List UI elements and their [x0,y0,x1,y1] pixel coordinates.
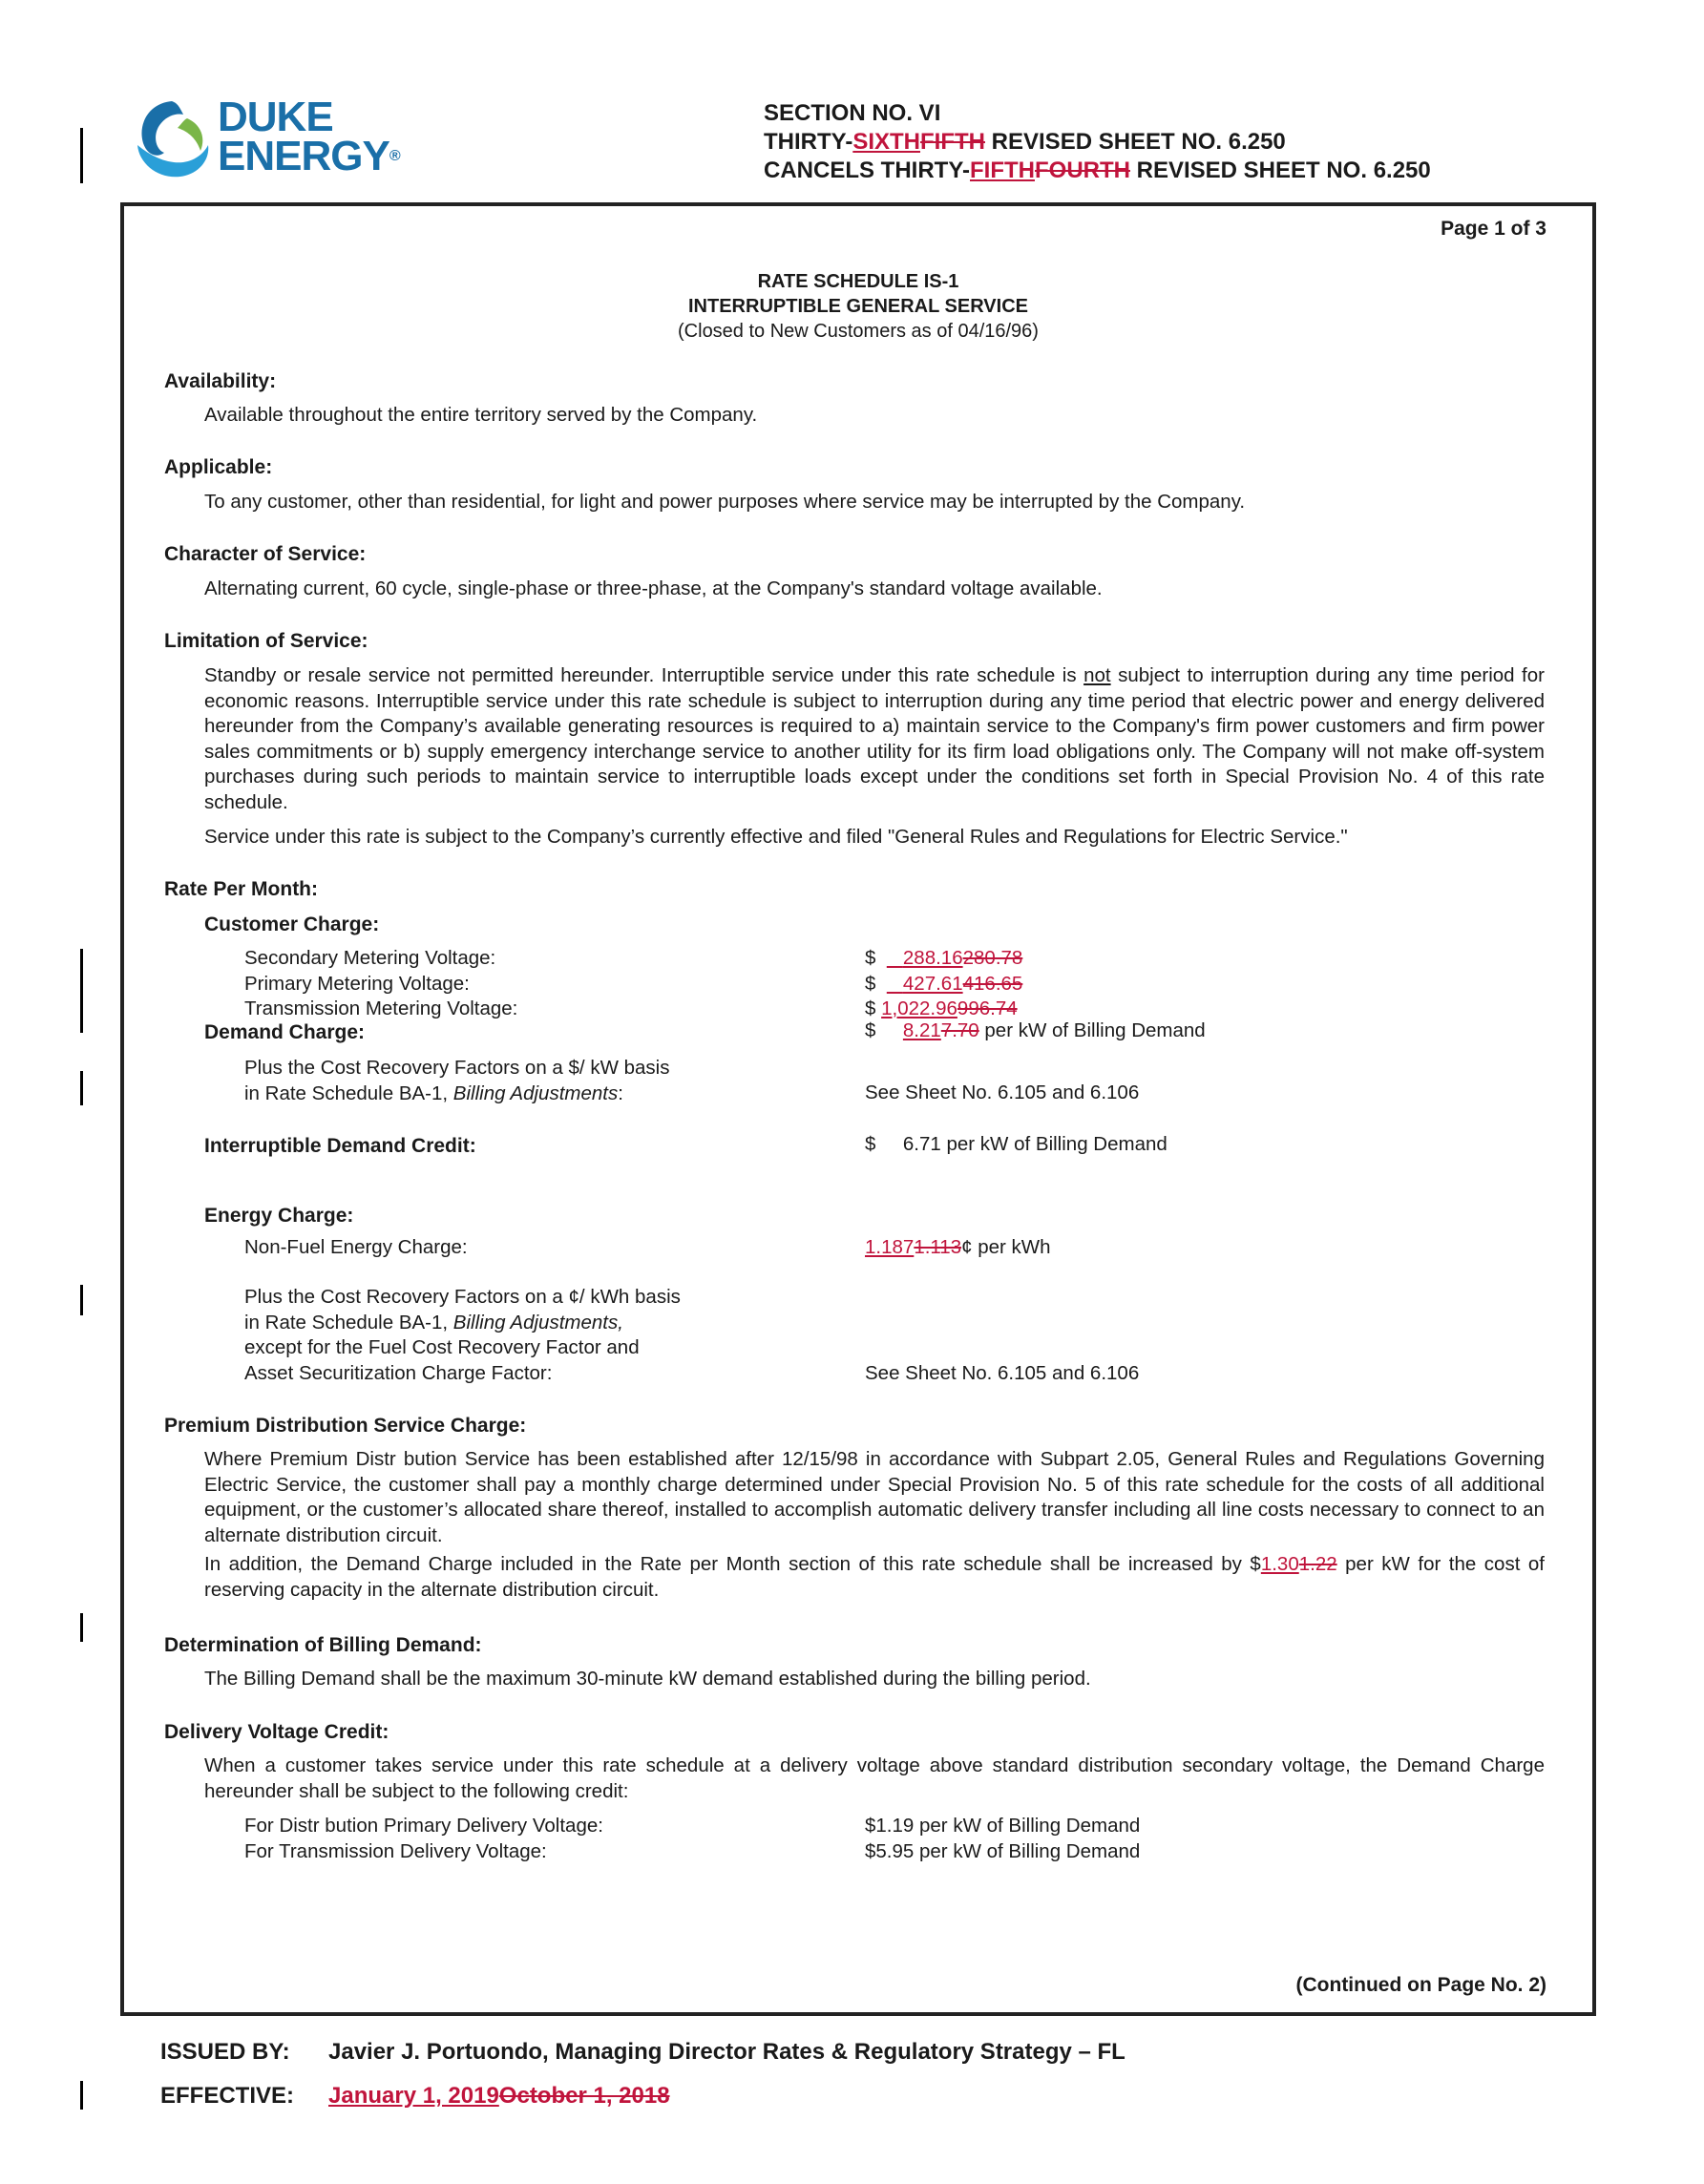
rate-schedule-title: RATE SCHEDULE IS-1 INTERRUPTIBLE GENERAL SERVICE (Closed to New Customers as of 04/16/96) [678,271,1039,342]
revised-sheet-line: THIRTY-SIXTHFIFTH REVISED SHEET NO. 6.250 [764,129,1286,155]
delivery-voltage-credit-heading: Delivery Voltage Credit: [164,1721,389,1743]
issued-by-line: ISSUED BY: Javier J. Portuondo, Managing Director Rates & Regulatory Strategy – FL [160,2039,1125,2065]
interruptible-credit-heading: Interruptible Demand Credit: [204,1135,476,1157]
change-bar [80,128,83,183]
availability-text: Available throughout the entire territory served by the Company. [204,404,758,426]
delivery-voltage-credit-text: When a customer takes service under this rate schedule at a delivery voltage above standard distribution secondary voltage, the Demand Charge hereunder shall be subject to the following credit: [204,1754,1545,1802]
character-text: Alternating current, 60 cycle, single-phase or three-phase, at the Company's standard voltage available. [204,578,1103,599]
energy-charge-note: Plus the Cost Recovery Factors on a ¢/ kWh basis in Rate Schedule BA-1, Billing Adjustments, except for the Fuel Cost Recovery Factor and Asset Securitization Charge Factor: [244,1286,681,1384]
character-heading: Character of Service: [164,543,367,565]
demand-charge-note: Plus the Cost Recovery Factors on a $/ kW basis in Rate Schedule BA-1, Billing Adjustments: [244,1057,670,1104]
demand-charge-heading: Demand Charge: [204,1021,366,1043]
demand-charge-value: $ 8.217.70 per kW of Billing Demand [865,1019,1206,1041]
applicable-heading: Applicable: [164,456,273,478]
change-bar [80,2081,83,2110]
tariff-sheet-frame [120,202,1596,2016]
change-bar [80,1613,83,1642]
premium-paragraph-1: Where Premium Distr bution Service has been established after 12/15/98 in accordance with Subpart 2.05, General Rules and Regulations Governing Electric Service, the customer shall pay a monthly charge determined under Special Provision No. 5 of this rate schedule for the costs of all additional equipment, or the customer’s allocated share thereof, installed to accomplish automatic delivery transfer including all line costs necessary to connect to an alternate distribution circuit. [204,1448,1545,1546]
demand-charge-see-sheet: See Sheet No. 6.105 and 6.106 [865,1082,1140,1103]
duke-energy-logo [130,95,416,191]
energy-charge-heading: Energy Charge: [204,1205,354,1227]
limitation-paragraph-2: Service under this rate is subject to the Company’s currently effective and filed "General Rules and Regulations for Electric Service." [204,826,1348,848]
change-bar [80,949,83,1033]
premium-paragraph-2: In addition, the Demand Charge included in the Rate per Month section of this rate schedule shall be increased by $1.301.22 per kW for the cost of reserving capacity in the alternate distribution circuit. [204,1553,1545,1601]
duke-energy-mark-icon [130,95,216,187]
customer-charge-values: $ 288.16280.78 $ 427.61416.65 $ 1,022.96996.74 [865,947,1023,1019]
applicable-text: To any customer, other than residential, for light and power purposes where service may be interrupted by the Company. [204,491,1246,513]
limitation-paragraph-1: Standby or resale service not permitted hereunder. Interruptible service under this rate schedule is not subject to interruption during any time period for economic reasons. Interruptible service under this rate schedule is subject to interruption during any time period that electric power and energy delivered hereunder from the Company’s available generating resources is required to a) maintain service to the Company's firm power customers and firm power sales commitments or b) supply emergency interchange service to another utility for its firm load obligations only. The Company will not make off-system purchases during such periods to maintain service to interruptible loads except under the conditions set forth in Special Provision No. 4 of this rate schedule. [204,664,1545,813]
sheet-header [764,99,1431,185]
page-indicator: Page 1 of 3 [1441,218,1546,240]
customer-charge-heading: Customer Charge: [204,914,380,935]
delivery-credit-labels: For Distr bution Primary Delivery Voltage: For Transmission Delivery Voltage: [244,1815,603,1862]
effective-date-line: EFFECTIVE: January 1, 2019October 1, 2018 [160,2083,670,2109]
section-number: SECTION NO. VI [764,100,941,126]
continued-note: (Continued on Page No. 2) [1295,1974,1546,1996]
customer-charge-labels: Secondary Metering Voltage: Primary Metering Voltage: Transmission Metering Voltage: [244,947,518,1019]
billing-demand-text: The Billing Demand shall be the maximum 30-minute kW demand established during the billing period. [204,1668,1091,1690]
change-bar [80,1285,83,1315]
rate-per-month-heading: Rate Per Month: [164,878,319,900]
energy-charge-see-sheet: See Sheet No. 6.105 and 6.106 [865,1362,1140,1384]
billing-demand-heading: Determination of Billing Demand: [164,1634,482,1656]
limitation-heading: Limitation of Service: [164,630,368,652]
change-bar [80,1071,83,1105]
duke-energy-wordmark: DUKE ENERGY® [218,94,400,179]
cancels-sheet-line: CANCELS THIRTY-FIFTHFOURTH REVISED SHEET NO. 6.250 [764,158,1431,183]
premium-distribution-heading: Premium Distribution Service Charge: [164,1415,527,1437]
interruptible-credit-value: $ 6.71 per kW of Billing Demand [865,1133,1168,1155]
non-fuel-energy-label: Non-Fuel Energy Charge: [244,1236,468,1258]
delivery-credit-values: $1.19 per kW of Billing Demand $5.95 per kW of Billing Demand [865,1815,1141,1862]
non-fuel-energy-value: 1.1871.113¢ per kWh [865,1236,1051,1258]
availability-heading: Availability: [164,370,277,392]
